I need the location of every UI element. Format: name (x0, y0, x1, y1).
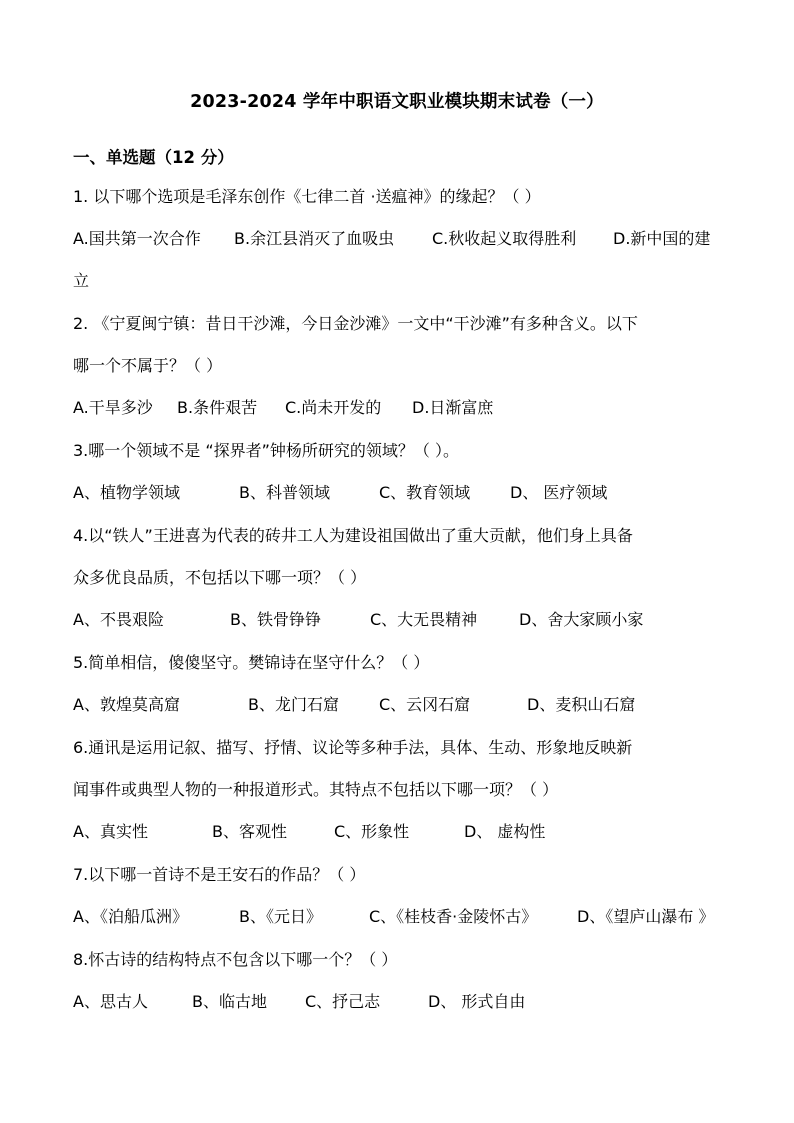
option-c: C、《桂枝香·金陵怀古》 (369, 907, 538, 926)
option-a: A、不畏艰险 (73, 610, 164, 629)
option-a: A、《泊船瓜洲》 (73, 907, 188, 926)
question-6-stem-line-1: 6.通讯是运用记叙、描写、抒情、议论等多种手法，具体、生动、形象地反映新 (73, 738, 633, 757)
question-7-stem: 7.以下哪一首诗不是王安石的作品？（ ） (73, 865, 366, 884)
option-d: D.日渐富庶 (412, 398, 494, 417)
option-c: C.尚未开发的 (285, 398, 382, 417)
option-b: B.余江县消灭了血吸虫 (234, 229, 395, 248)
option-c: C、大无畏精神 (370, 610, 478, 629)
question-2-stem-line-2: 哪一个不属于？（ ） (73, 356, 223, 375)
section-heading: 一、单选题（12 分） (73, 148, 234, 167)
option-a: A.干旱多沙 (73, 398, 153, 417)
option-d: D、《望庐山瀑布 》 (577, 907, 715, 926)
option-c: C、云冈石窟 (379, 695, 471, 714)
option-c: C、抒己志 (305, 992, 381, 1011)
option-c: C、形象性 (334, 822, 410, 841)
question-5-stem: 5.简单相信，傻傻坚守。樊锦诗在坚守什么？（ ） (73, 653, 430, 672)
question-4-stem-line-2: 众多优良品质，不包括以下哪一项？（ ） (73, 568, 367, 587)
option-d: D、麦积山石窟 (527, 695, 636, 714)
option-a: A、思古人 (73, 992, 148, 1011)
option-d: D、 医疗领域 (510, 483, 608, 502)
option-b: B、临古地 (192, 992, 267, 1011)
option-c: C.秋收起义取得胜利 (432, 229, 577, 248)
option-b: B、铁骨铮铮 (230, 610, 321, 629)
option-c: C、教育领域 (379, 483, 471, 502)
option-a: A、真实性 (73, 822, 148, 841)
option-a: A、敦煌莫高窟 (73, 695, 180, 714)
question-3-stem: 3.哪一个领域不是 “探界者”钟杨所研究的领域？（ ）。 (73, 441, 460, 460)
option-b: B、客观性 (212, 822, 287, 841)
question-6-stem-line-2: 闻事件或典型人物的一种报道形式。其特点不包括以下哪一项？（ ） (73, 780, 559, 799)
option-d: D、 虚构性 (464, 822, 546, 841)
option-d: D.新中国的建 (613, 229, 711, 248)
option-d: D、舍大家顾小家 (519, 610, 644, 629)
option-d: D、 形式自由 (428, 992, 526, 1011)
question-8-stem: 8.怀古诗的结构特点不包含以下哪一个？（ ） (73, 950, 398, 969)
question-1-stem: 1. 以下哪个选项是毛泽东创作《七律二首 ·送瘟神》的缘起？（ ） (73, 187, 541, 206)
exam-title: 2023-2024 学年中职语文职业模块期末试卷（一） (190, 92, 604, 112)
question-1-options-wrap: 立 (73, 271, 90, 290)
question-4-stem-line-1: 4.以“铁人”王进喜为代表的砖井工人为建设祖国做出了重大贡献，他们身上具备 (73, 526, 633, 545)
option-b: B.条件艰苦 (177, 398, 258, 417)
option-a: A、植物学领域 (73, 483, 180, 502)
option-b: B、《元日》 (239, 907, 322, 926)
option-b: B、科普领域 (239, 483, 330, 502)
question-2-stem-line-1: 2. 《宁夏闽宁镇：昔日干沙滩，今日金沙滩》一文中“干沙滩”有多种含义。以下 (73, 314, 638, 333)
option-a: A.国共第一次合作 (73, 229, 201, 248)
option-b: B、龙门石窟 (248, 695, 339, 714)
